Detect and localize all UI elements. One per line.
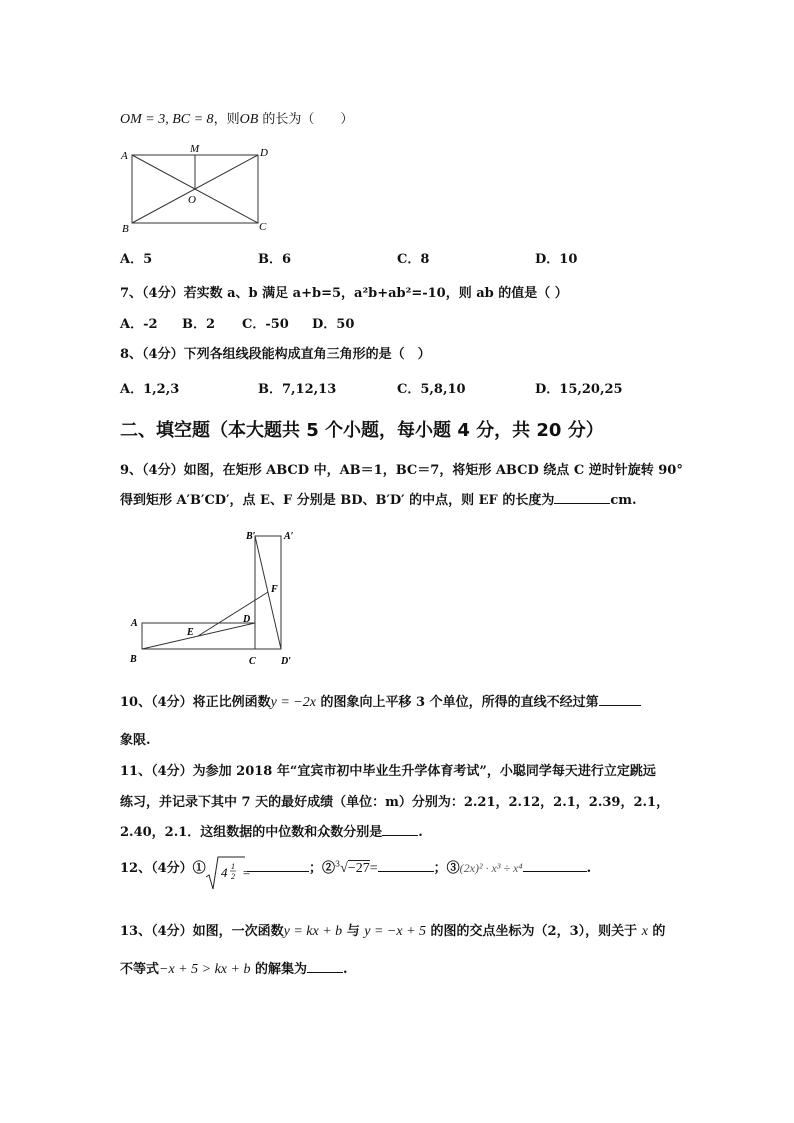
q9-label-e: E [187, 627, 194, 638]
q12-sqrt-integer: 4 [221, 865, 228, 880]
q10-line1-text: 10、（4分）将正比例函数 [120, 695, 271, 710]
q12-blank-3 [523, 859, 587, 872]
q12-sqrt-denominator: 2 [231, 872, 235, 881]
q11-line3 [120, 821, 423, 840]
q12-cbrt-body: −27 [347, 861, 370, 876]
q12-sep2: ；③ [433, 861, 460, 876]
q7-option-d: D．50 [312, 317, 355, 332]
q13-line1-rest: 的图的交点坐标为（2，3），则关于 [426, 924, 642, 939]
q7-option-c: C．-50 [242, 317, 289, 332]
q13-line1-end: 的 [647, 924, 666, 939]
q12-cbrt-equals: = [369, 861, 378, 876]
q6-option-b: B．6 [258, 252, 292, 267]
q11-line1: 11、（4分）为参加 2018 年“宜宾市初中毕业生升学体育考试”，小聪同学每天进行立定跳远 [120, 764, 656, 779]
q6-label-o: O [188, 194, 196, 206]
q6-label-a: A [121, 150, 128, 162]
q6-stem-end: 的长为（ ） [258, 112, 354, 127]
q9-answer-blank [554, 491, 610, 504]
q10-line2: 象限. [120, 733, 151, 748]
q9-line1: 9、（4分）如图，在矩形 ABCD 中，AB＝1，BC＝7，将矩形 ABCD 绕点 C 逆时针旋转 90° [120, 463, 683, 478]
q9-label-f: F [271, 584, 278, 595]
q7-option-a: A．-2 [120, 317, 158, 332]
q11-answer-blank [382, 823, 418, 836]
q12-sqrt-numerator: 1 [231, 862, 235, 871]
q9-label-ap: A′ [284, 531, 294, 542]
q9-segment-ef [198, 592, 268, 636]
q13-answer-blank [307, 960, 343, 973]
q12-line [120, 857, 206, 876]
q9-line2 [120, 489, 637, 508]
q11-line2: 练习，并记录下其中 7 天的最好成绩（单位：m）分别为：2.21，2.12，2.1，2.39，2.1， [120, 795, 670, 810]
q12-rest [247, 857, 591, 877]
q13-line1-text: 13、（4分）如图，一次函数 [120, 924, 284, 939]
q9-label-dp: D′ [281, 656, 292, 667]
q6-option-c: C．8 [397, 252, 430, 267]
q12-cbrt-index: 3 [335, 859, 341, 869]
q11-line3-end: . [418, 825, 423, 840]
q12-cbrt-sign: √ [340, 861, 348, 876]
q12-blank-1 [247, 859, 309, 872]
q10-answer-blank [599, 693, 641, 706]
q6-option-d: D．10 [535, 252, 578, 267]
q8-option-b: B．7,12,13 [258, 382, 337, 397]
q8-stem: 8、（4分）下列各组线段能构成直角三角形的是（ ） [120, 347, 431, 362]
q12-prefix: 12、（4分）① [120, 861, 206, 876]
q6-stem [120, 108, 353, 128]
q13-line2-rest: 的解集为 [250, 962, 307, 977]
q13-math-2: y = −x + 5 [364, 924, 427, 939]
q11-line3-text: 2.40，2.1．这组数据的中位数和众数分别是 [120, 825, 383, 840]
q12-sqrt-expression [205, 855, 253, 893]
q7-option-b: B．2 [182, 317, 216, 332]
q8-option-a: A．1,2,3 [120, 382, 180, 397]
q13-line1-and: 与 [342, 924, 365, 939]
q6-label-m: M [190, 143, 200, 155]
q13-line2-text: 不等式 [120, 962, 160, 977]
q10-line1 [120, 691, 641, 711]
q6-figure [118, 140, 278, 235]
q13-line2-end: . [342, 962, 348, 977]
q6-label-c: C [259, 221, 267, 233]
q12-sqrt-equals: = [242, 865, 251, 880]
q8-option-c: C．5,8,10 [397, 382, 466, 397]
q6-label-b: B [122, 223, 129, 235]
q9-label-bp: B′ [246, 531, 256, 542]
q6-stem-mid: ，则 [213, 112, 240, 127]
q13-math-1: y = kx + b [283, 924, 343, 939]
q13-line1 [120, 920, 665, 940]
q13-line2 [120, 958, 348, 978]
q8-option-d: D．15,20,25 [535, 382, 623, 397]
section-heading: 二、填空题（本大题共 5 个小题，每小题 4 分，共 20 分） [120, 420, 604, 441]
q6-label-d: D [260, 147, 268, 159]
q12-sep1: ；② [309, 861, 336, 876]
q9-label-c: C [249, 656, 256, 667]
q12-expr3: (2x)² · x³ ÷ x⁴ [459, 861, 523, 875]
q9-label-b: B [130, 654, 137, 665]
q13-math-3: x [641, 924, 648, 939]
q10-line1-rest: 的图象向上平移 3 个单位，所得的直线不经过第 [315, 695, 599, 710]
q9-line2-text: 得到矩形 A′B′CD′，点 E、F 分别是 BD、B′D′ 的中点，则 EF 的长度为 [120, 493, 555, 508]
q6-stem-math: OM = 3, BC = 8 [120, 112, 214, 127]
q9-label-d: D [243, 614, 251, 625]
q13-inequality: −x + 5 > kx + b [159, 962, 251, 977]
q10-math: y = −2x [270, 695, 316, 710]
q6-option-a: A．5 [120, 252, 153, 267]
q12-blank-2 [378, 859, 434, 872]
q9-figure [128, 528, 308, 670]
q9-line2-unit: cm. [610, 493, 637, 508]
q12-end: . [586, 861, 592, 876]
q9-label-a: A [131, 618, 138, 629]
q7-stem: 7、（4分）若实数 a、b 满足 a+b=5，a²b+ab²=-10，则 ab 的值是（ ） [120, 286, 568, 301]
q6-stem-ob: OB [239, 112, 259, 127]
